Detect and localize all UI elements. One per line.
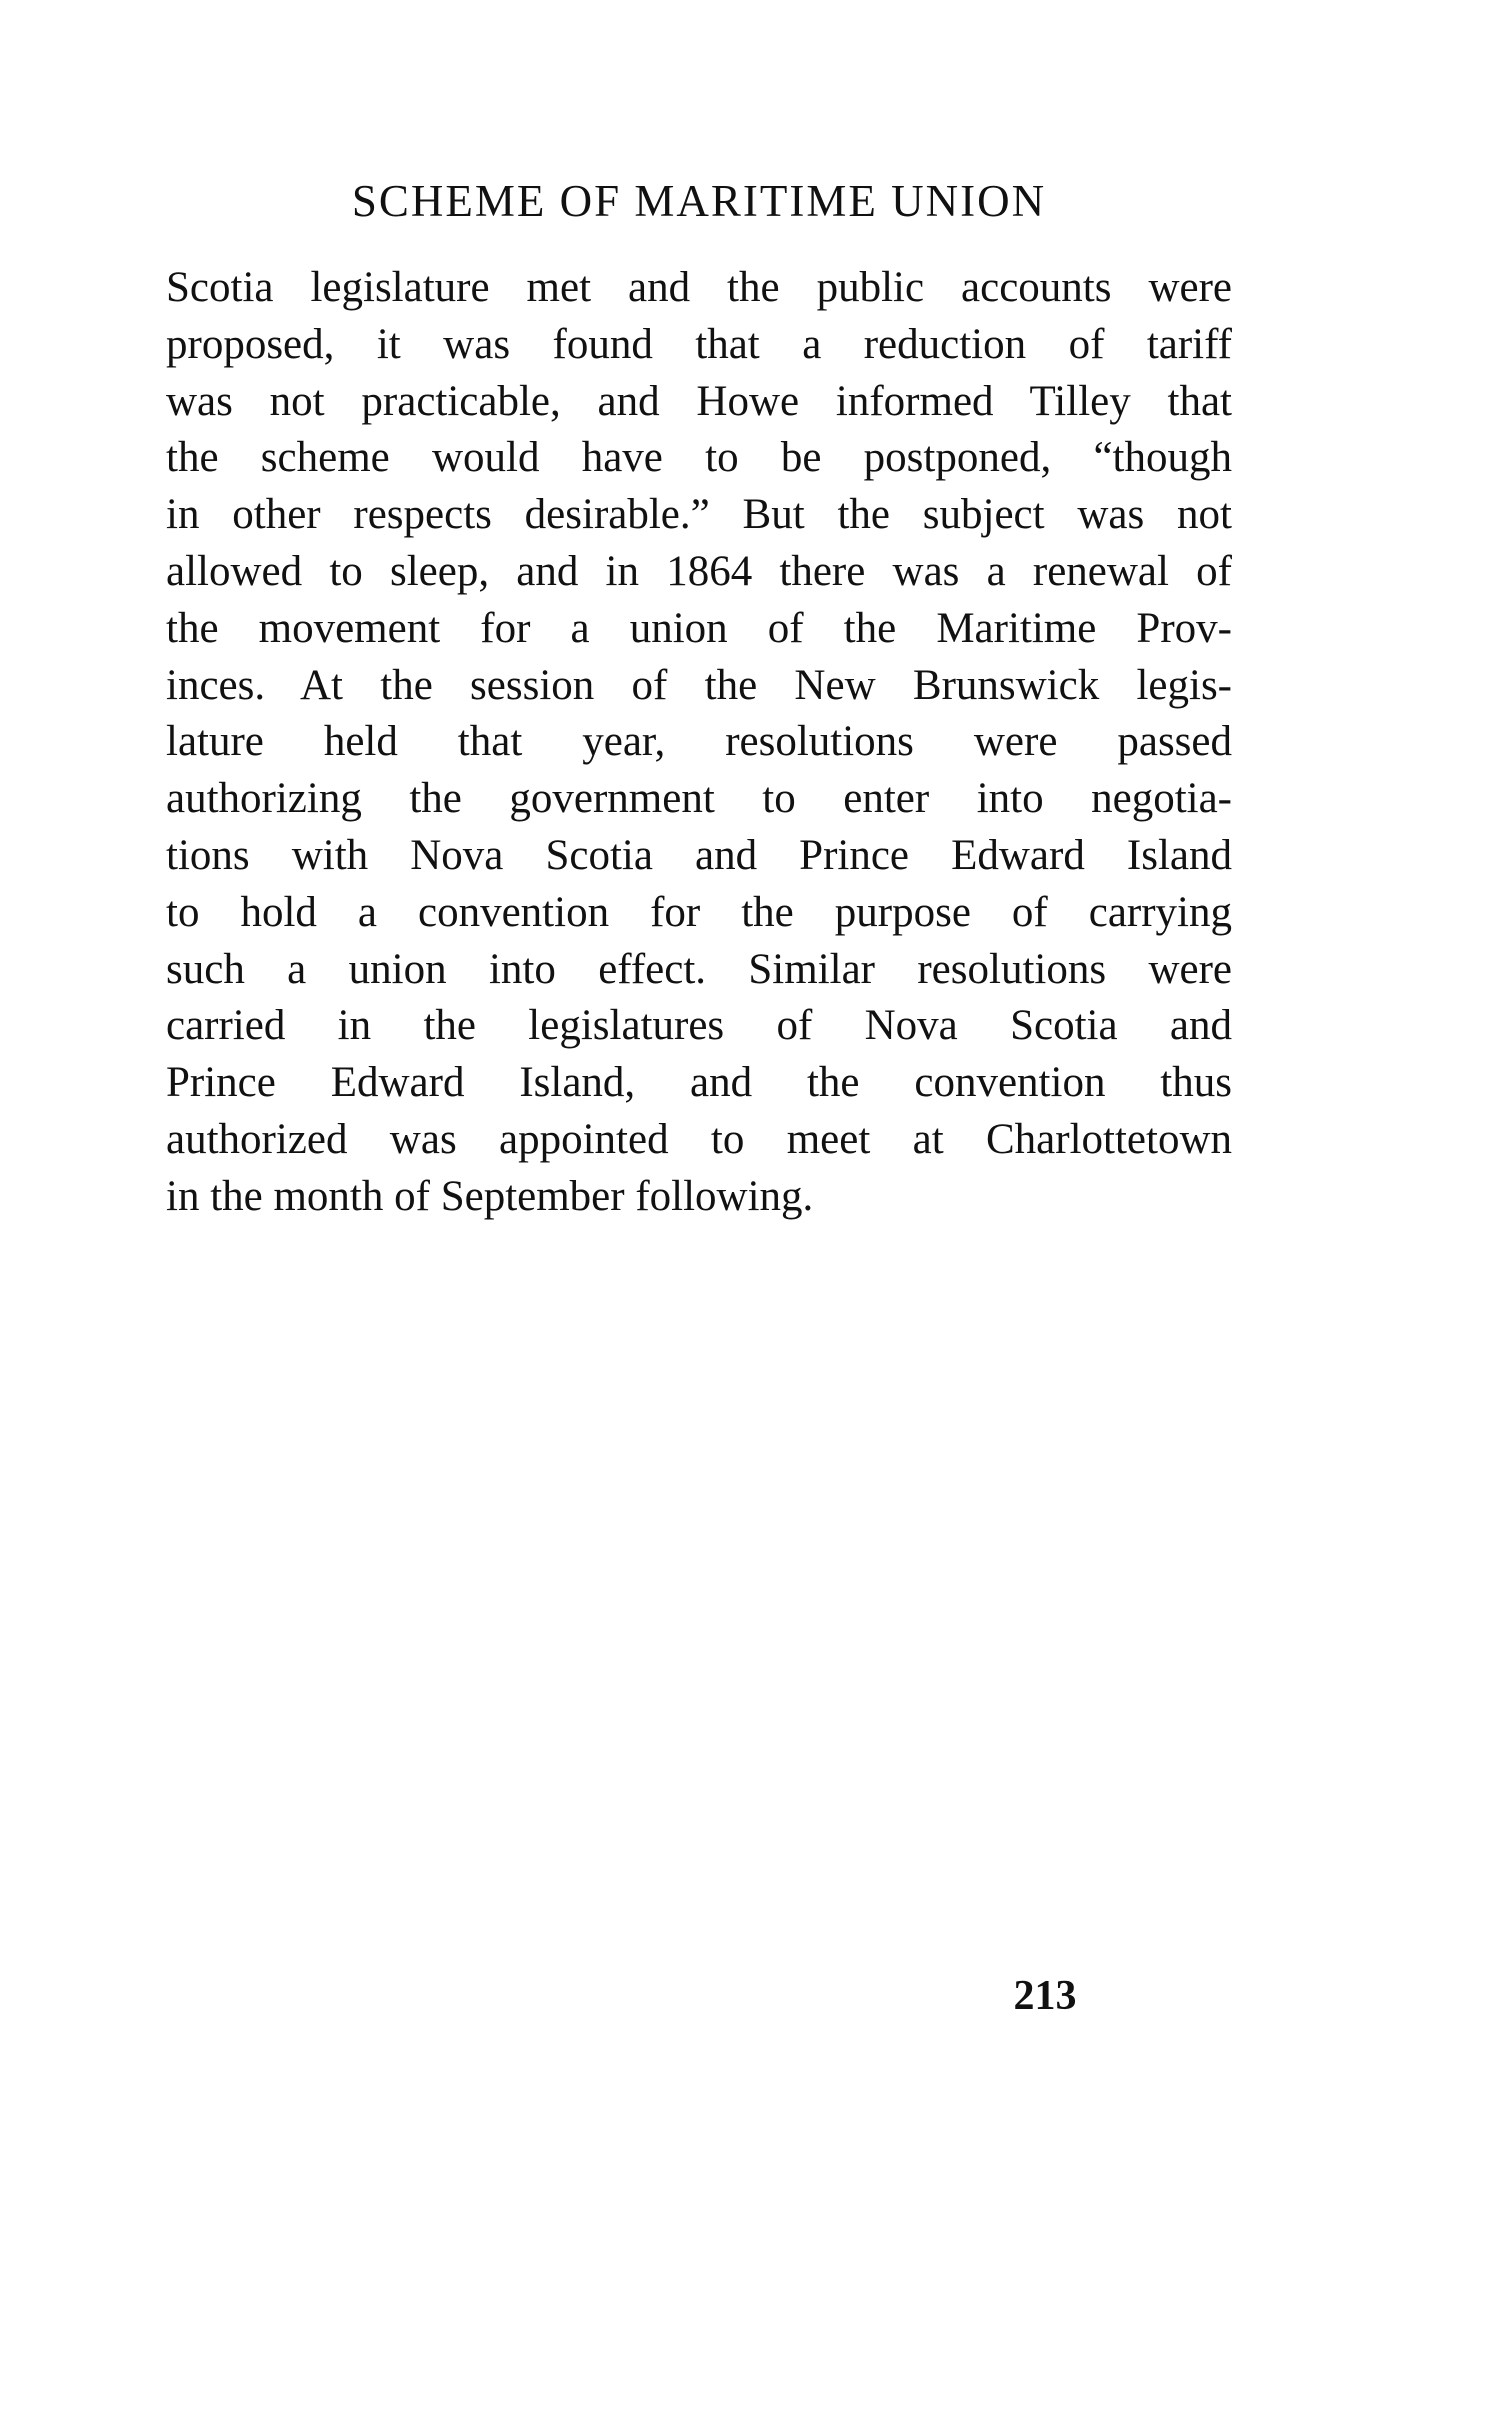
body-paragraph [166, 260, 1232, 1226]
text-line: lature held that year, resolutions were passed [166, 718, 1232, 766]
text-line: was not practicable, and Howe informed Tilley that [166, 377, 1232, 425]
text-line: authorizing the government to enter into negotia- [166, 775, 1232, 823]
text-line: Prince Edward Island, and the convention thus [166, 1059, 1232, 1107]
text-line: the scheme would have to be postponed, “though [166, 434, 1232, 482]
text-line: such a union into effect. Similar resolutions were [166, 945, 1232, 993]
text-line: to hold a convention for the purpose of carrying [166, 888, 1232, 936]
text-line: inces. At the session of the New Brunswick legis- [166, 661, 1232, 709]
text-line: Scotia legislature met and the public accounts were [166, 264, 1232, 311]
text-line: tions with Nova Scotia and Prince Edward Island [166, 831, 1232, 879]
text-line: allowed to sleep, and in 1864 there was a renewal of [166, 547, 1232, 595]
text-line: in other respects desirable.” But the subject was not [166, 491, 1232, 539]
text-line: the movement for a union of the Maritime Prov- [166, 604, 1232, 652]
running-head: SCHEME OF MARITIME UNION [351, 176, 1047, 226]
text-line: authorized was appointed to meet at Charlottetown [166, 1115, 1232, 1163]
page-number: 213 [1013, 1973, 1077, 2019]
text-line: carried in the legislatures of Nova Scotia and [166, 1002, 1232, 1050]
text-line-last: in the month of September following. [166, 1172, 814, 1220]
text-line: proposed, it was found that a reduction of tariff [166, 320, 1232, 368]
